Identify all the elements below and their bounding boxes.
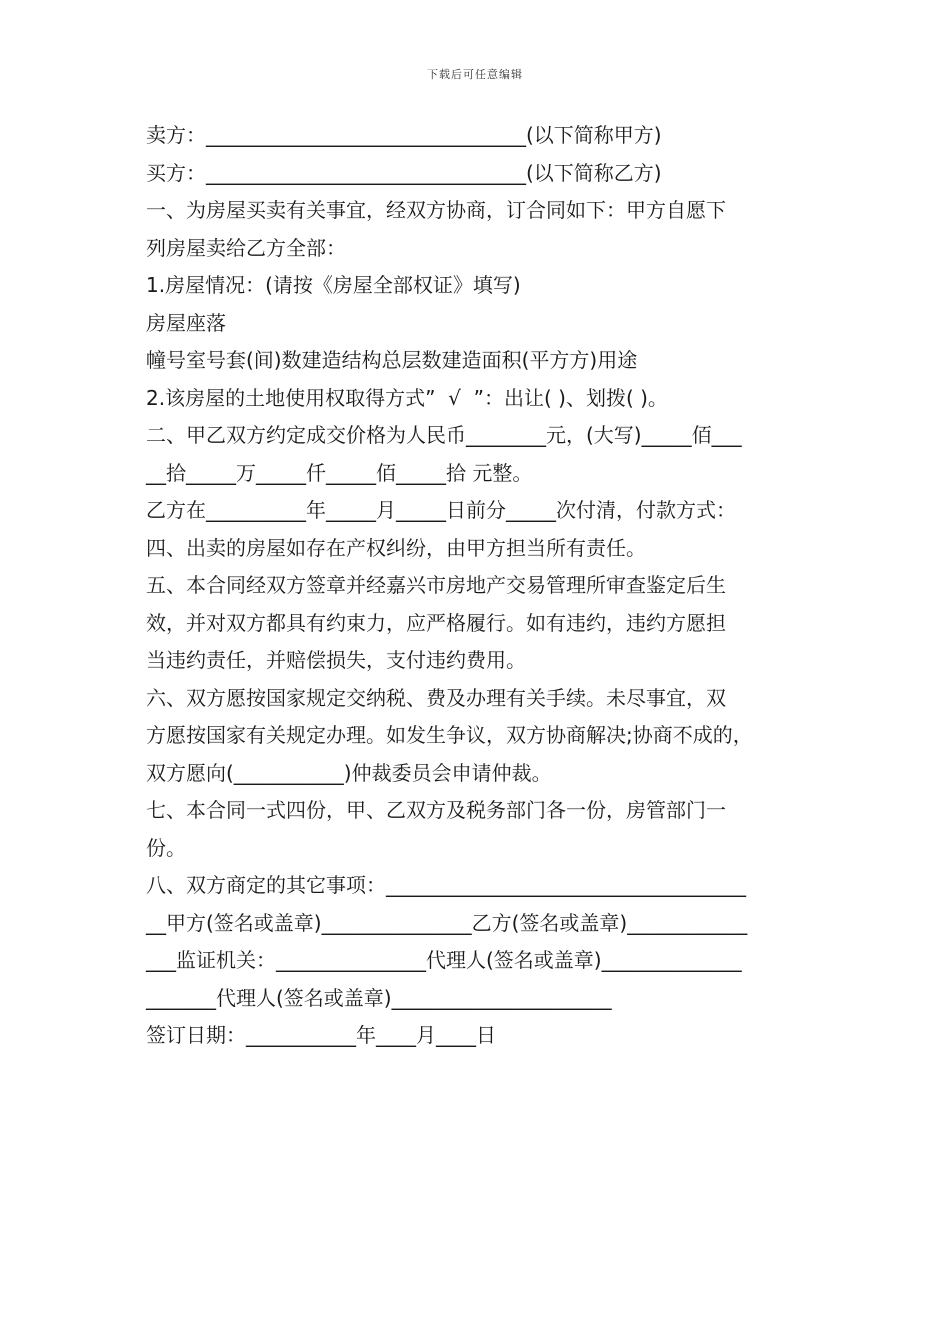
clause-6-line-3: 双方愿向(___________)仲裁委员会申请仲裁。 xyxy=(146,760,552,785)
land-use-line: 2.该房屋的土地使用权取得方式” √ ”：出让( )、划拨( )。 xyxy=(146,385,668,410)
clause-2-line-2: __拾_____万_____仟_____佰_____拾 元整。 xyxy=(146,460,533,485)
house-fields-line: 幢号室号套(间)数建造结构总层数建造面积(平方方)用途 xyxy=(146,348,638,372)
clause-7-line-1: 七、本合同一式四份，甲、乙双方及税务部门各一份，房管部门一 xyxy=(146,798,726,822)
house-info-line: 1.房屋情况：(请按《房屋全部权证》填写) xyxy=(146,273,521,297)
clause-5-line-3: 当违约责任，并赔偿损失，支付违约费用。 xyxy=(146,648,526,672)
clause-1-line-1: 一、为房屋买卖有关事宜，经双方协商，订合同如下：甲方自愿下 xyxy=(146,198,726,222)
header-note: 下载后可任意编辑 xyxy=(427,68,523,81)
house-location-line: 房屋座落 xyxy=(146,310,226,335)
signature-line-3: _______代理人(签名或盖章)______________________ xyxy=(146,985,612,1010)
clause-5-line-2: 效，并对双方都具有约束力，应严格履行。如有违约，违约方愿担 xyxy=(146,610,726,635)
clause-1-line-2: 列房屋卖给乙方全部： xyxy=(146,235,346,260)
seller-line: 卖方：________________________________(以下简称甲方) xyxy=(146,123,662,147)
signature-line-1: __甲方(签名或盖章)_______________乙方(签名或盖章)____________ xyxy=(146,910,748,935)
clause-8-line: 八、双方商定的其它事项：____________________________________ xyxy=(146,873,746,897)
signature-line-2: ___监证机关：_______________代理人(签名或盖章)______________ xyxy=(146,948,742,972)
clause-4-line: 四、出卖的房屋如存在产权纠纷，由甲方担当所有责任。 xyxy=(146,535,646,560)
clause-2-line-1: 二、甲乙双方约定成交价格为人民币________元，(大写)_____佰___ xyxy=(146,423,742,447)
clause-7-line-2: 份。 xyxy=(146,835,186,860)
payment-line: 乙方在__________年_____月_____日前分_____次付清，付款方式： xyxy=(146,498,736,522)
sign-date-line: 签订日期：___________年____月____日 xyxy=(146,1023,496,1047)
buyer-line: 买方：________________________________(以下简称乙方) xyxy=(146,160,662,185)
contract-body xyxy=(146,117,826,1055)
clause-6-line-2: 方愿按国家有关规定办理。如发生争议，双方协商解决;协商不成的， xyxy=(146,723,753,747)
clause-5-line-1: 五、本合同经双方签章并经嘉兴市房地产交易管理所审查鉴定后生 xyxy=(146,573,726,597)
clause-6-line-1: 六、双方愿按国家规定交纳税、费及办理有关手续。未尽事宜，双 xyxy=(146,685,726,710)
